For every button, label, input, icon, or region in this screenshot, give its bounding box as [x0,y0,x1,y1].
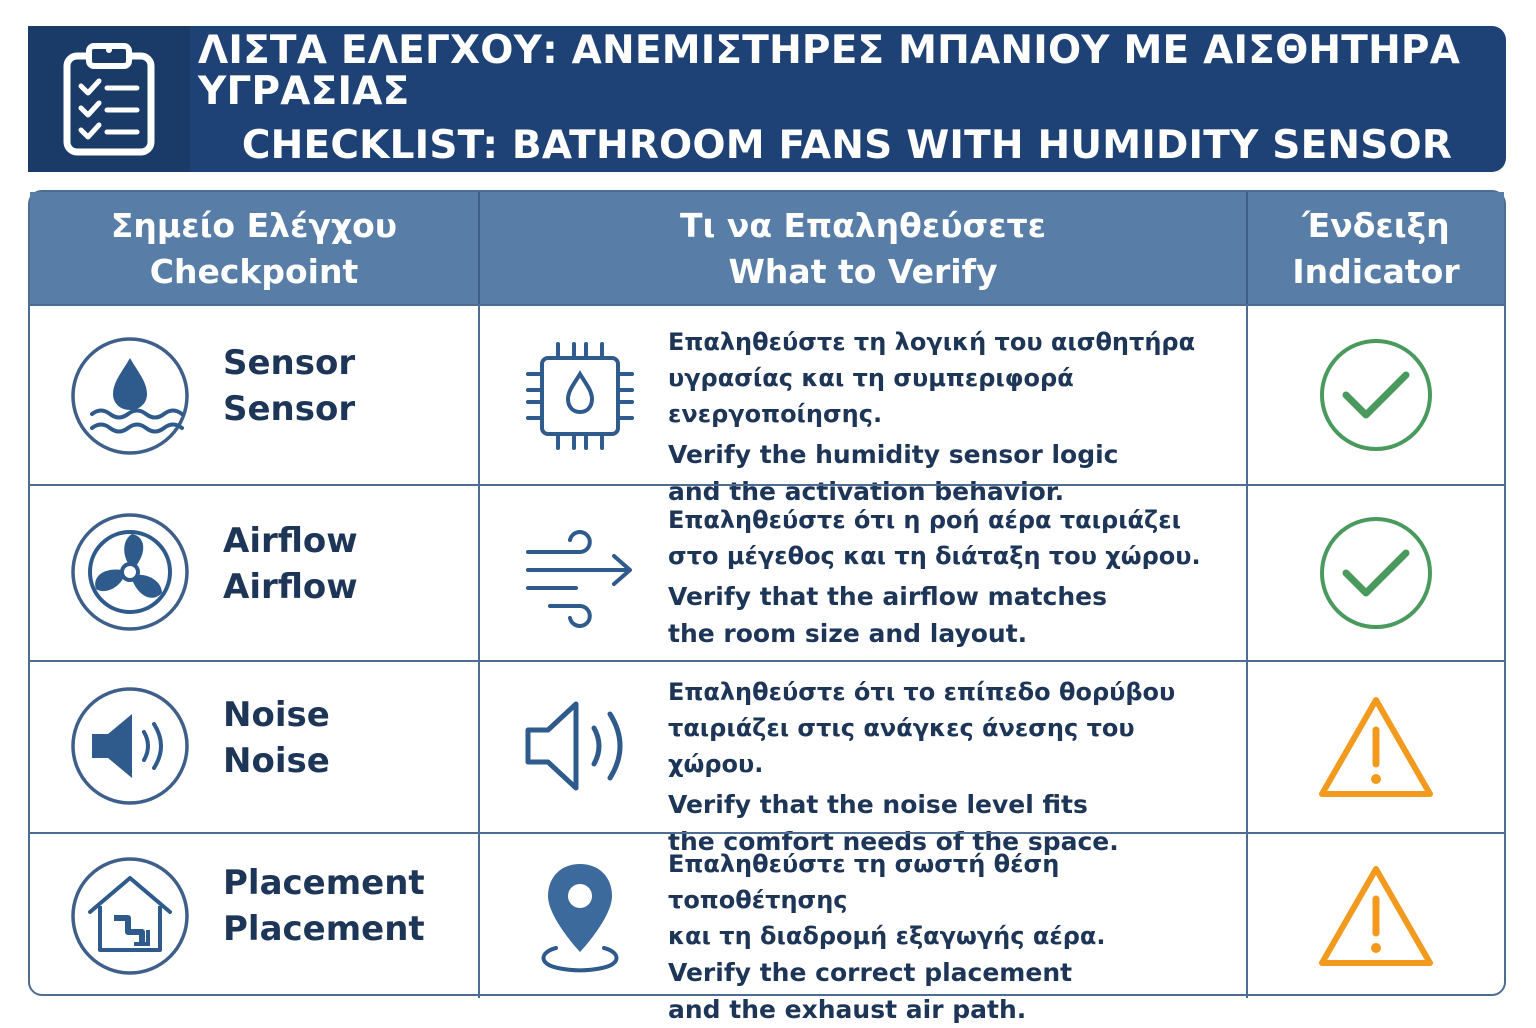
banner-icon-box [28,26,190,172]
checkpoint-label-line: Placement [223,909,425,949]
indicator-cell [1248,662,1504,832]
verify-english-line: the comfort needs of the space. [668,827,1119,856]
checkpoint-label-line: Noise [223,695,330,735]
column-header-checkpoint [30,192,480,306]
checkpoint-cell [30,306,480,484]
verify-greek-line: ταιριάζει στις ανάγκες άνεσης του χώρου. [668,714,1135,778]
checkpoint-cell [30,662,480,832]
column-header-english: What to Verify [728,252,998,291]
indicator-cell [1248,306,1504,484]
column-header-english: Checkpoint [149,252,359,291]
airflow-arrows-icon [520,512,640,632]
verify-english [668,954,1236,1028]
column-header-greek: Ένδειξη [1302,206,1450,246]
verify-cell [480,306,1248,506]
title-greek: ΛΙΣΤΑ ΕΛΕΓΧΟΥ: ΑΝΕΜΙΣΤΗΡΕΣ ΜΠΑΝΙΟΥ ΜΕ ΑΙΣΘΗΤΗΡΑ ΥΓΡΑΣΙΑΣ [198,27,1461,114]
checkpoint-label-line: Airflow [223,567,358,607]
sensor-chip-drop-icon [520,336,640,456]
verify-greek [668,324,1236,432]
verify-greek-line: Επαληθεύστε τη λογική του αισθητήρα [668,328,1196,356]
fan-icon [70,512,190,632]
table-row-sensor [30,304,1504,506]
title-banner [28,26,1506,172]
checkpoint-cell [30,486,480,660]
checkpoint-label [223,860,425,952]
page-title [198,26,1496,172]
checkpoint-label [223,518,358,610]
checkpoint-label-line: Noise [223,741,330,781]
checkpoint-label-line: Airflow [223,521,358,561]
verify-english-line: Verify that the airflow matches [668,582,1107,611]
check-circle-icon [1318,515,1434,631]
verify-greek [668,502,1236,574]
table-row-airflow [30,484,1504,660]
verify-english [668,578,1236,652]
column-header-indicator [1248,192,1504,306]
verify-greek-line: και τη διαδρομή εξαγωγής αέρα. [668,922,1106,950]
verify-greek-line: Επαληθεύστε ότι το επίπεδο θορύβου [668,678,1176,706]
checkpoint-label-line: Sensor [223,343,356,383]
verify-english-line: Verify that the noise level fits [668,790,1088,819]
warning-triangle-icon [1316,694,1436,800]
clipboard-checklist-icon [59,40,159,158]
location-pin-icon [520,856,640,976]
verify-greek-line: Επαληθεύστε ότι η ροή αέρα ταιριάζει [668,506,1181,534]
verify-greek-line: στο μέγεθος και τη διάταξη του χώρου. [668,542,1201,570]
verify-greek [668,674,1236,782]
warning-triangle-icon [1316,863,1436,969]
checkpoint-cell [30,834,480,998]
check-circle-icon [1318,337,1434,453]
column-header-verify [480,192,1248,306]
column-header-greek: Τι να Επαληθεύσετε [679,206,1046,246]
indicator-cell [1248,834,1504,998]
verify-english-line: Verify the humidity sensor logic [668,440,1119,469]
verify-text [668,324,1236,510]
title-english: CHECKLIST: BATHROOM FANS WITH HUMIDITY SENSOR [241,123,1453,169]
column-header-greek: Σημείο Ελέγχου [110,206,398,246]
checkpoint-label [223,692,330,784]
table-row-noise [30,660,1504,856]
verify-greek-line: υγρασίας και τη συμπεριφορά ενεργοποίησης. [668,364,1074,428]
humidity-drop-icon [70,336,190,456]
verify-english-line: and the activation behavior. [668,477,1065,506]
checkpoint-label-line: Sensor [223,389,356,429]
verify-cell [480,486,1248,660]
verify-english-line: the room size and layout. [668,619,1028,648]
table-header-row [30,192,1504,306]
verify-english-line: Verify the correct placement [668,958,1073,987]
checkpoint-label-line: Placement [223,863,425,903]
verify-greek-line: Επαληθεύστε τη σωστή θέση τοποθέτησης [668,850,1060,914]
speaker-icon [70,686,190,806]
table-row-placement [30,832,1504,1024]
verify-cell [480,662,1248,856]
checkpoint-label [223,340,355,432]
verify-greek [668,846,1236,954]
verify-cell [480,834,1248,1024]
speaker-outline-icon [520,686,640,806]
verify-english-line: and the exhaust air path. [668,995,1027,1024]
column-header-english: Indicator [1292,252,1460,291]
checklist-table [28,190,1506,1024]
verify-text [668,502,1236,652]
house-duct-icon [70,856,190,976]
indicator-cell [1248,486,1504,660]
verify-text [668,846,1236,1028]
